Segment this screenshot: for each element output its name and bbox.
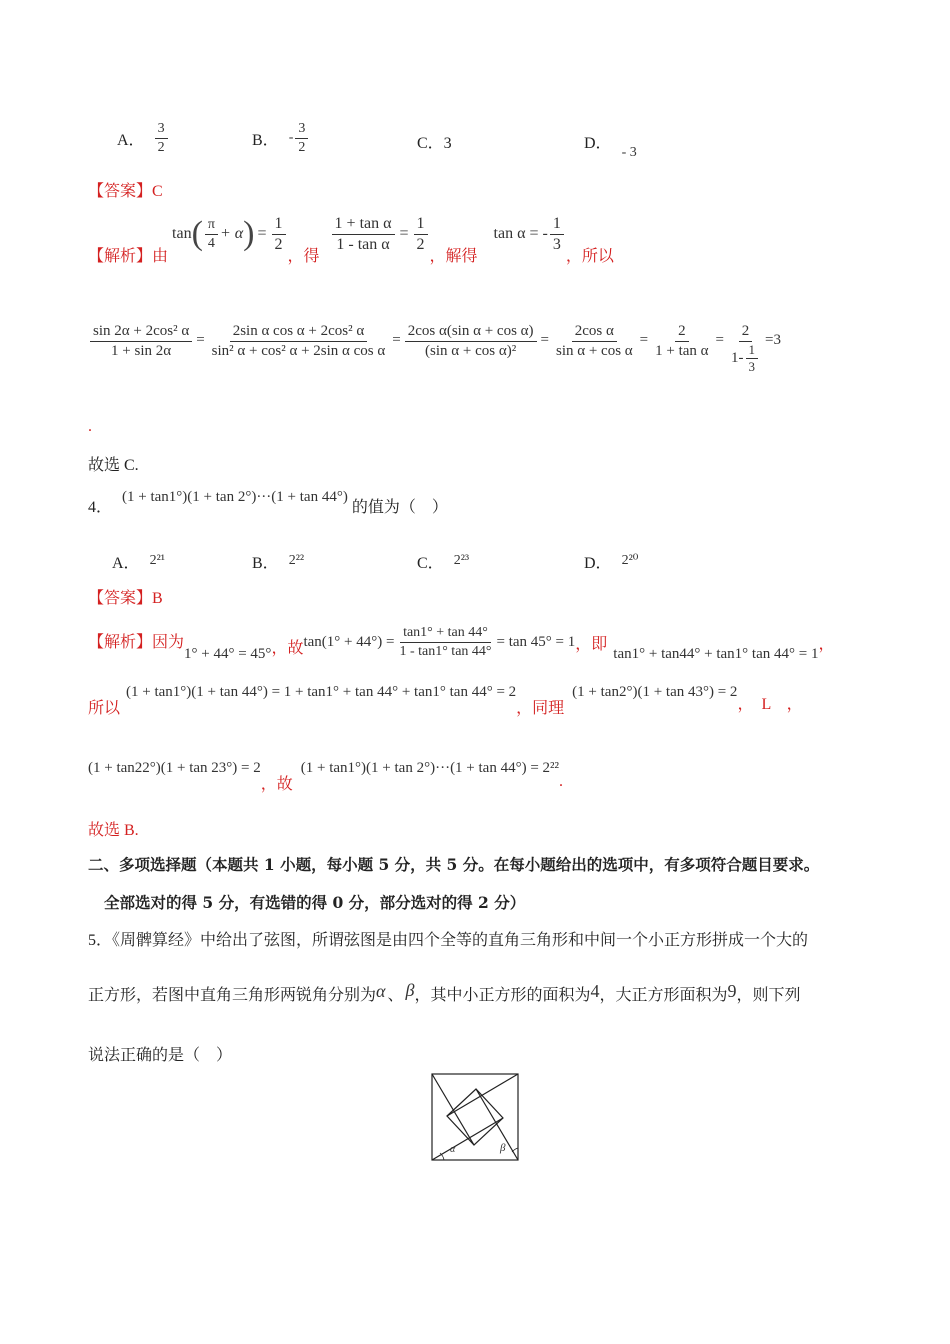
q3-option-d: D． - 3 [584, 135, 637, 160]
q3-option-b: B． - $\frac{3}{2}$ [252, 116, 310, 160]
q3-conclusion: 故选 C. [88, 457, 139, 474]
q3-option-c: C．3 [417, 135, 452, 152]
inner-square [447, 1089, 503, 1145]
q3-eq2: $\frac{\text{1 + tan α}}{\text{1 - tan α}}$ = $\frac{1}{2}$ [330, 214, 430, 255]
q3-eq3: tan α = - $\frac{1}{3}$ [494, 214, 566, 255]
q4-stem: 4． (1 + tan1°)(1 + tan 2°)···(1 + tan 44°) 的值为（ ） [88, 489, 448, 516]
triangle-hyp-bottom [432, 1118, 506, 1160]
q4-conclusion: 故选 B. [88, 822, 139, 839]
q4-analysis-line1: 【解析】因为 1° + 44° = 45° ，故 tan(1° + 44°) = $\frac{\tan 1^\circ + \tan 44^\circ}{1 - \tan 1^\circ \tan 44^\circ}$ = tan 45° = 1 ，即 tan1° + tan44° + tan1° tan 44° = 1 ， [88, 625, 835, 662]
section2-heading-line1: 二、多项选择题（本题共 1 小题，每小题 5 分，共 5 分。在每小题给出的选项中，有多项符合题目要求。 [88, 855, 820, 874]
q3-answer: 【答案】C [88, 183, 163, 200]
q3-option-a: A． $\frac{3}{2}$ [117, 116, 170, 160]
section2-heading-line2: 全部选对的得 5 分，有选错的得 0 分，部分选对的得 2 分） [104, 893, 526, 912]
q4-option-a: A． 2²¹ [112, 553, 165, 572]
q4-analysis-line2: 所以 (1 + tan1°)(1 + tan 44°) = 1 + tan1° + tan 44° + tan1° tan 44° = 2 ，同理 (1 + tan2°)(1 + tan 43°) = 2 ， L ， [88, 683, 803, 717]
beta-arc [512, 1148, 518, 1152]
triangle-hyp-top [447, 1074, 518, 1116]
q3-chain-equation: $\frac{\text{sin 2α + 2cos² α}}{1 + \sin 2\alpha}$ = $\frac{\text{2sin α cos α + 2cos² α}}{\text{sin² α + cos² α + 2sin α cos α}}$ = $\frac{\text{2cos α(sin α + cos α)}}{\text{(sin α + cos α)²}}$ = $\frac{\text{2cos α}}{\text{sin α + cos α}}$ = $\frac{2}{\text{1 + tan α}}$ = 2 1- $\frac{1}{3}$ =3 [88, 322, 781, 375]
q5-line1: 5．《周髀算经》中给出了弦图，所谓弦图是由四个全等的直角三角形和中间一个小正方形拼成一个大的 [88, 932, 809, 949]
q4-option-d: D． 2²⁰ [584, 553, 639, 572]
triangle-hyp-left [432, 1074, 474, 1145]
q3-analysis: 【解析】由 tan ( $\frac{\pi}{4}$ + α ) = $\frac{1}{2}$ ，得 $\frac{\text{1 + tan α}}{\text{1 - tan α}}$ = $\frac{1}{2}$ ，解得 tan α = - $\frac{1}{3}$ ，所以 [88, 214, 614, 265]
q3-period: . [88, 418, 92, 435]
xian-diagram [430, 1072, 520, 1162]
q3-eq1: tan ( $\frac{\pi}{4}$ + α ) = $\frac{1}{2}$ [172, 214, 288, 255]
xian-diagram-svg [430, 1072, 520, 1162]
fig-beta-label: β [500, 1142, 506, 1154]
q4-answer: 【答案】B [88, 590, 163, 607]
q5-line3: 说法正确的是（ ） [88, 1047, 233, 1064]
q5-line2: 正方形，若图中直角三角形两锐角分别为α 、 β，其中小正方形的面积为4，大正方形面积为9，则下列 [88, 980, 801, 1004]
q4-analysis-line3: (1 + tan22°)(1 + tan 23°) = 2 ，故 (1 + tan1°)(1 + tan 2°)···(1 + tan 44°) = 2²² . [88, 759, 564, 793]
fig-alpha-label: α [450, 1144, 456, 1155]
q4-option-b: B． 2²² [252, 553, 305, 572]
q4-option-c: C． 2²³ [417, 553, 470, 572]
triangle-hyp-right [476, 1089, 518, 1160]
